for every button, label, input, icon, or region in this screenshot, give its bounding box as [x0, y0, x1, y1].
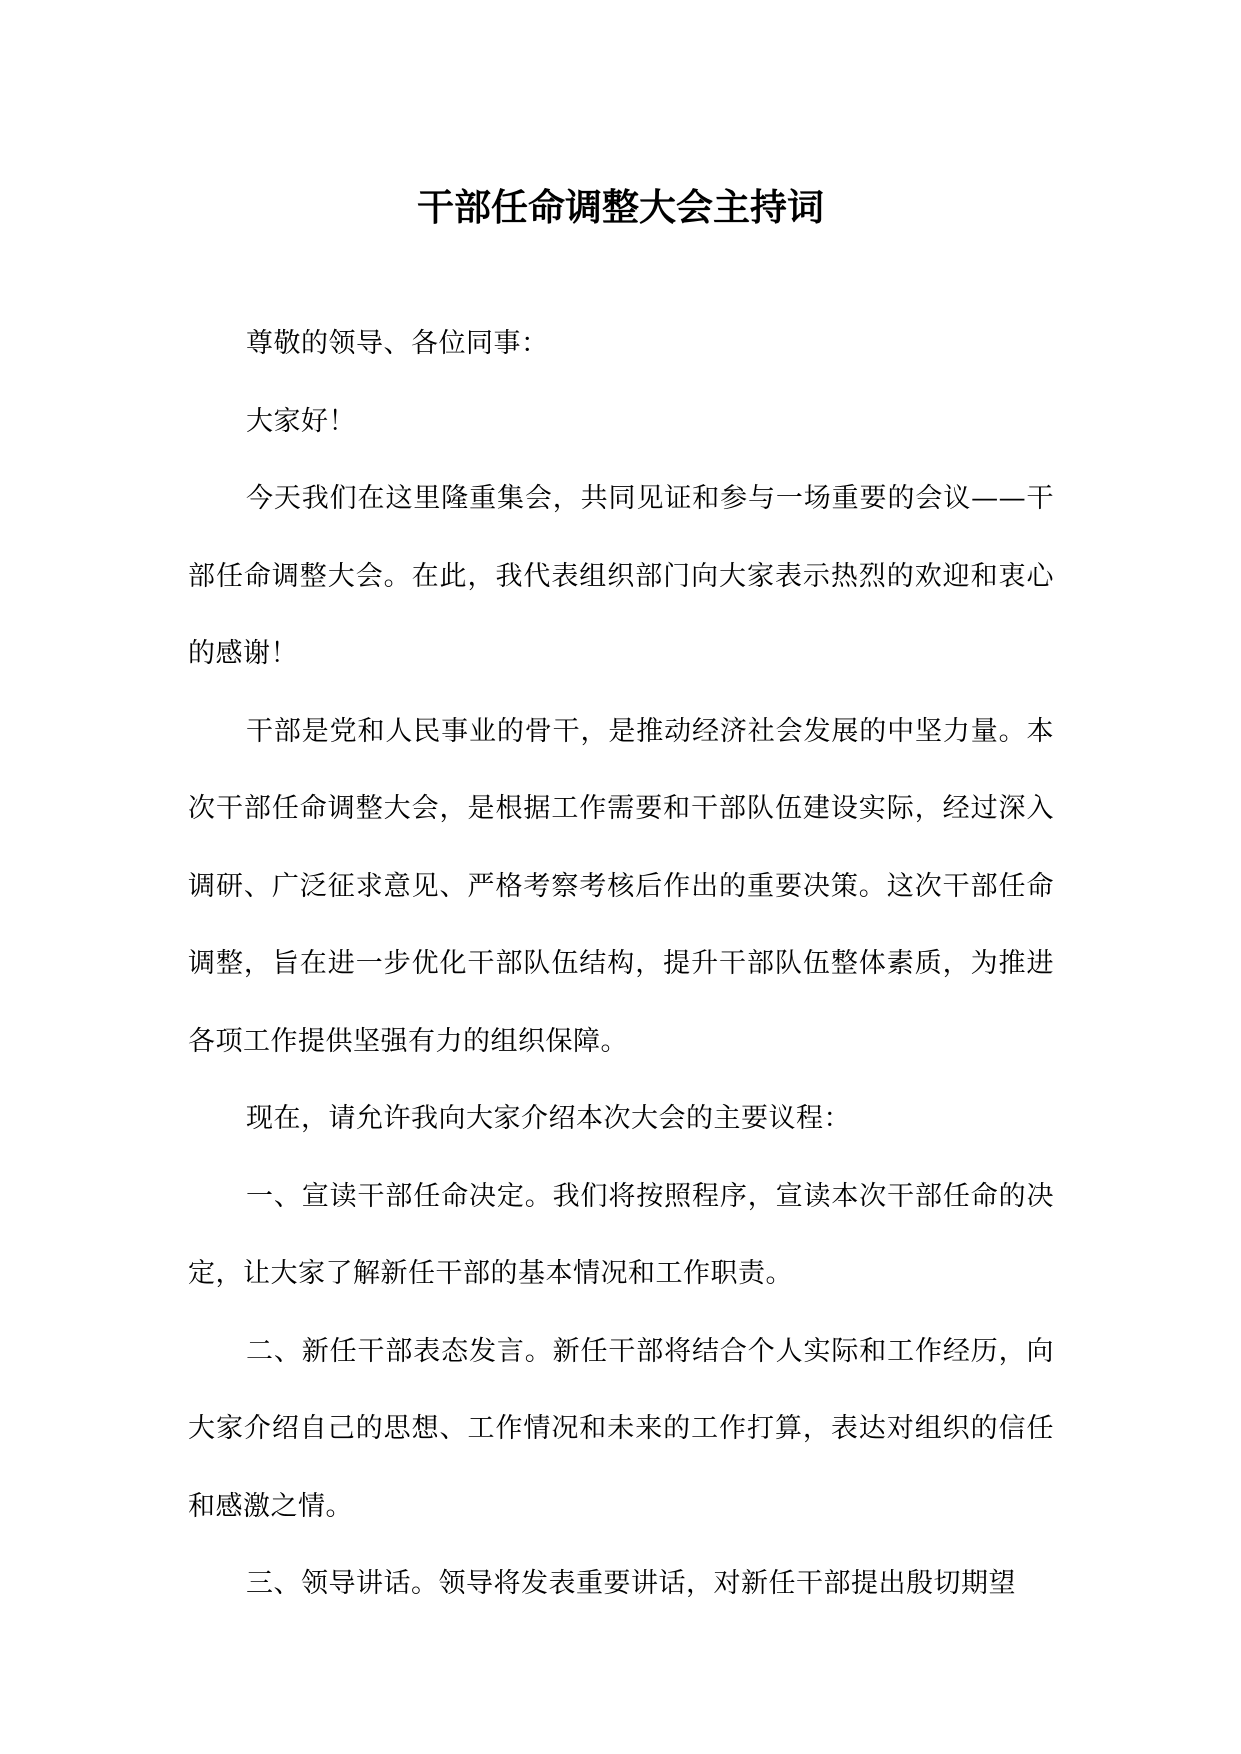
greeting: 大家好！: [246, 405, 356, 437]
agenda-item-3: 三、领导讲话。领导将发表重要讲话，对新任干部提出殷切期望: [246, 1568, 1016, 1599]
salutation: 尊敬的领导、各位同事：: [246, 328, 549, 359]
agenda-item-2: 二、新任干部表态发言。新任干部将结合个人实际和工作经历，向大家介绍自己的思想、工作情况和未来的工作打算，表达对组织的信任和感激之情。: [188, 1335, 1054, 1522]
paragraph-welcome: 今天我们在这里隆重集会，共同见证和参与一场重要的会议——干部任命调整大会。在此，我代表组织部门向大家表示热烈的欢迎和衷心的感谢！: [188, 483, 1054, 669]
paragraph-agenda-intro: 现在，请允许我向大家介绍本次大会的主要议程：: [246, 1103, 851, 1134]
paragraph-purpose: 干部是党和人民事业的骨干，是推动经济社会发展的中坚力量。本次干部任命调整大会，是根据工作需要和干部队伍建设实际，经过深入调研、广泛征求意见、严格考察考核后作出的重要决策。这次干部任命调整，旨在进一步优化干部队伍结构，提升干部队伍整体素质，为推进各项工作提供坚强有力的组织保障。: [188, 715, 1054, 1057]
agenda-item-1: 一、宣读干部任命决定。我们将按照程序，宣读本次干部任命的决定，让大家了解新任干部的基本情况和工作职责。: [188, 1180, 1054, 1289]
document-body: [188, 305, 1054, 1623]
document-title: 干部任命调整大会主持词: [417, 185, 824, 229]
